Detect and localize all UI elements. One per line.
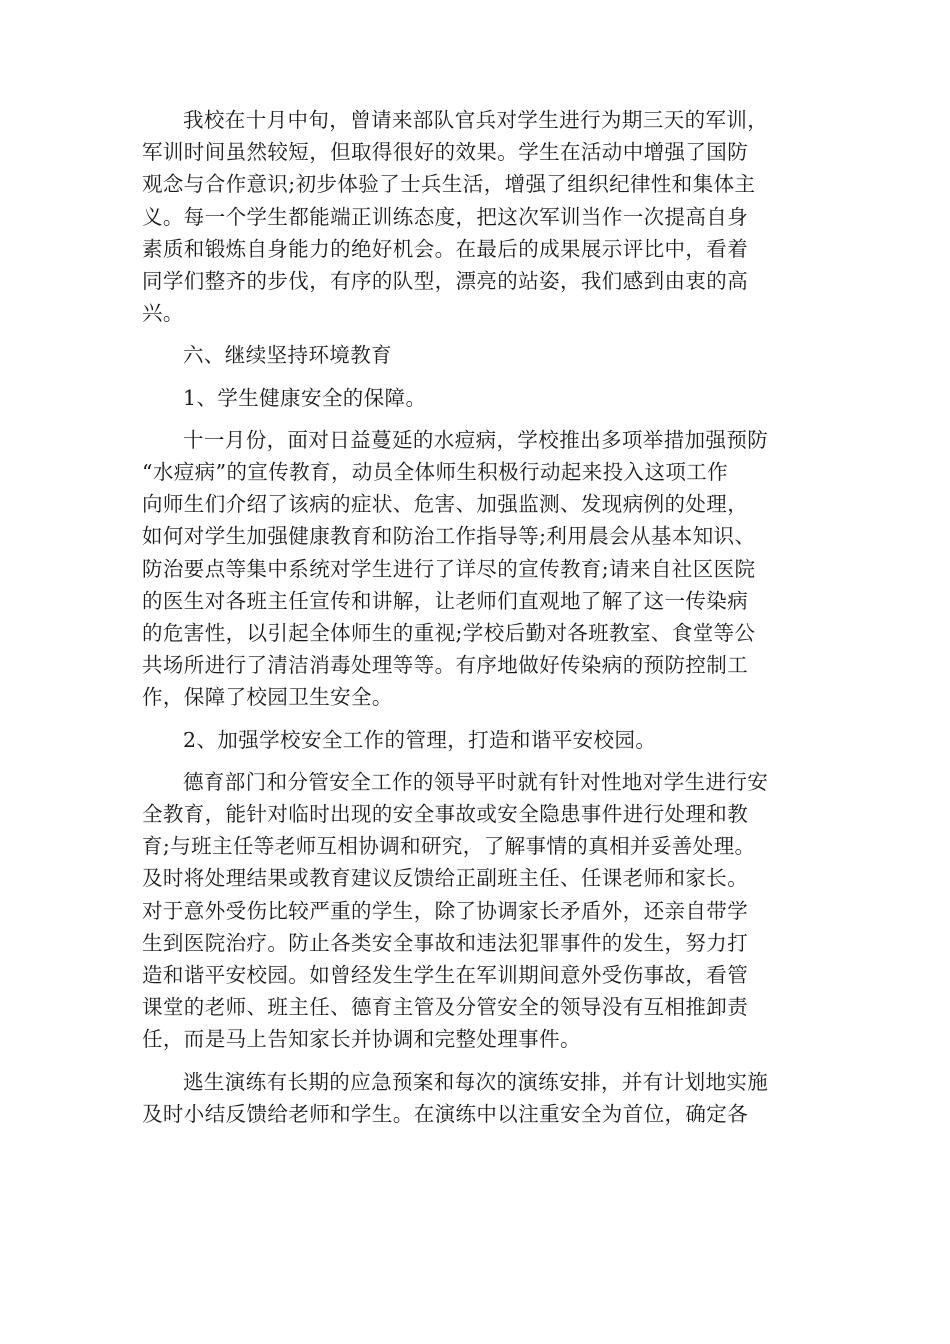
text-line: 德育部门和分管安全工作的领导平时就有针对性地对学生进行安 — [183, 769, 769, 794]
heading-text: 2、加强学校安全工作的管理，打造和谐平安校园。 — [183, 727, 657, 752]
subheading-safety-management — [142, 724, 802, 756]
text-line: 素质和锻炼自身能力的绝好机会。在最后的成果展示评比中，看着 — [142, 236, 749, 261]
text-line: 及时小结反馈给老师和学生。在演练中以注重安全为首位，确定各 — [142, 1101, 749, 1126]
paragraph-military-training — [142, 104, 802, 329]
text-line: 及时将处理结果或教育建议反馈给正副班主任、任课老师和家长。 — [142, 866, 749, 891]
section-heading-environment — [142, 339, 802, 371]
text-line: 向师生们介绍了该病的症状、危害、加强监测、发现病例的处理， — [142, 492, 749, 517]
text-line: 观念与合作意识;初步体验了士兵生活，增强了组织纪律性和集体主 — [142, 172, 756, 197]
text-line: “水痘病”的宣传教育，动员全体师生积极行动起来投入这项工作 — [142, 460, 729, 485]
text-line: 十一月份，面对日益蔓延的水痘病，学校推出多项举措加强预防 — [183, 427, 769, 452]
paragraph-evacuation-drill — [142, 1066, 802, 1130]
text-line: 我校在十月中旬，曾请来部队官兵对学生进行为期三天的军训， — [183, 108, 769, 132]
text-line: 的危害性，以引起全体师生的重视;学校后勤对各班教室、食堂等公 — [142, 621, 756, 646]
text-line: 任，而是马上告知家长并协调和完整处理事件。 — [142, 1027, 581, 1052]
heading-text: 六、继续坚持环境教育 — [183, 343, 392, 368]
text-line: 军训时间虽然较短，但取得很好的效果。学生在活动中增强了国防 — [142, 140, 749, 165]
text-line: 义。每一个学生都能端正训练态度，把这次军训当作一次提高自身 — [142, 204, 749, 229]
text-line: 育;与班主任等老师互相协调和研究，了解事情的真相并妥善处理。 — [142, 834, 756, 859]
document-body — [142, 104, 802, 1140]
text-line: 课堂的老师、班主任、德育主管及分管安全的领导没有互相推卸责 — [142, 995, 749, 1020]
heading-text: 1、学生健康安全的保障。 — [183, 385, 427, 410]
text-line: 对于意外受伤比较严重的学生，除了协调家长矛盾外，还亲自带学 — [142, 898, 749, 923]
text-line: 共场所进行了清洁消毒处理等等。有序地做好传染病的预防控制工 — [142, 653, 749, 678]
text-line: 造和谐平安校园。如曾经发生学生在军训期间意外受伤事故，看管 — [142, 963, 749, 988]
text-line: 全教育，能针对临时出现的安全事故或安全隐患事件进行处理和教 — [142, 802, 749, 827]
text-line: 生到医院治疗。防止各类安全事故和违法犯罪事件的发生，努力打 — [142, 930, 749, 955]
text-line: 的医生对各班主任宣传和讲解，让老师们直观地了解了这一传染病 — [142, 588, 749, 613]
subheading-health-safety — [142, 382, 802, 414]
paragraph-chickenpox-prevention — [142, 424, 802, 714]
paragraph-safety-education — [142, 766, 802, 1056]
text-line: 如何对学生加强健康教育和防治工作指导等;利用晨会从基本知识、 — [142, 524, 756, 549]
text-line: 防治要点等集中系统对学生进行了详尽的宣传教育;请来自社区医院 — [142, 556, 756, 581]
text-line: 兴。 — [142, 301, 184, 326]
text-line: 逃生演练有长期的应急预案和每次的演练安排，并有计划地实施 — [183, 1069, 769, 1094]
text-line: 作，保障了校园卫生安全。 — [142, 685, 393, 710]
text-line: 同学们整齐的步伐，有序的队型，漂亮的站姿，我们感到由衷的高 — [142, 269, 749, 294]
